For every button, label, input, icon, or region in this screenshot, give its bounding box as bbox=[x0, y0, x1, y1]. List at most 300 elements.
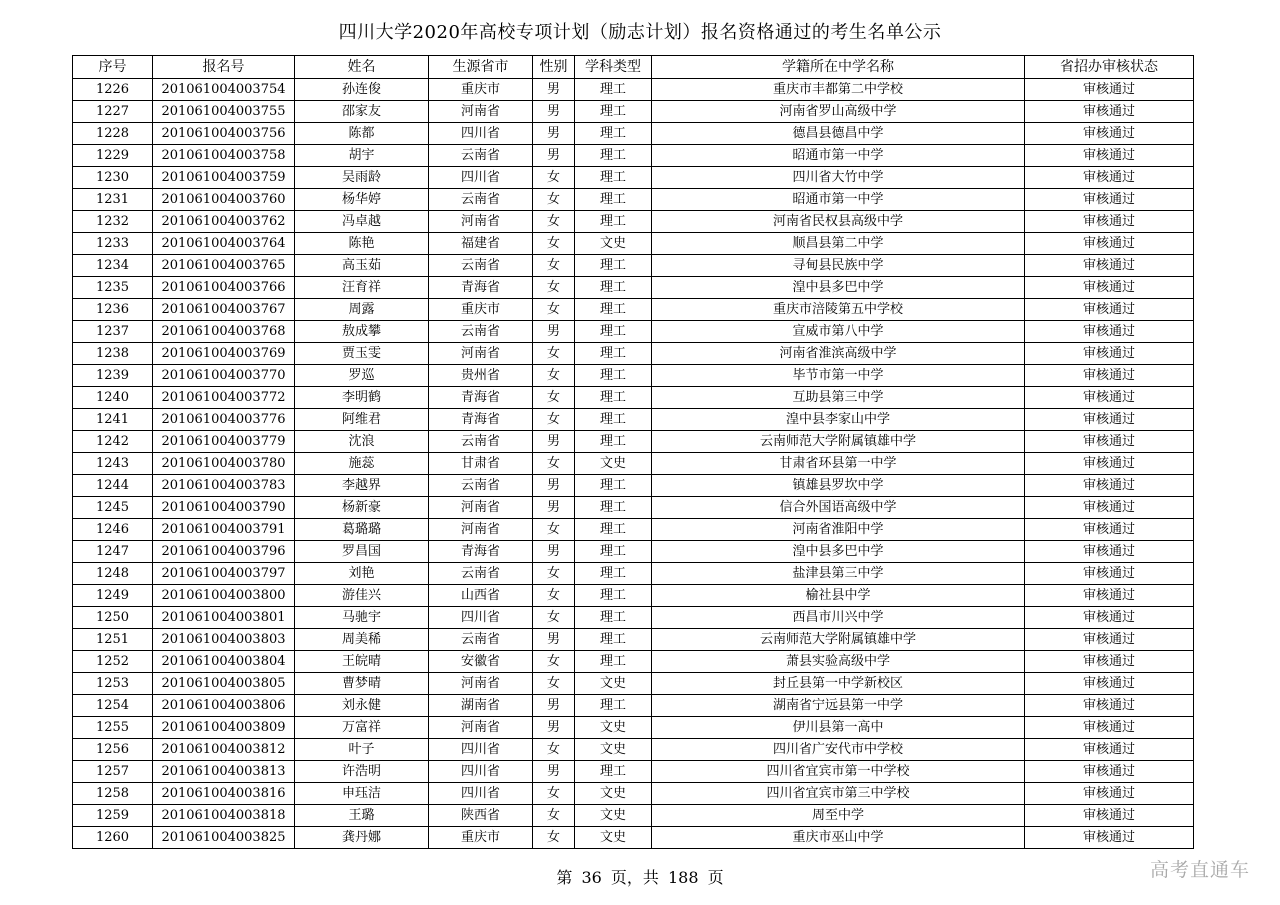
cell-col-school: 河南省民权县高级中学 bbox=[652, 211, 1025, 233]
cell-col-gender: 女 bbox=[533, 585, 575, 607]
cell-col-index: 1258 bbox=[73, 783, 153, 805]
cell-col-gender: 女 bbox=[533, 255, 575, 277]
cell-col-reg-no: 201061004003754 bbox=[153, 79, 295, 101]
table-row bbox=[73, 497, 1194, 519]
cell-col-school: 四川省广安代市中学校 bbox=[652, 739, 1025, 761]
cell-col-subject: 理工 bbox=[575, 651, 652, 673]
cell-col-reg-no: 201061004003755 bbox=[153, 101, 295, 123]
cell-col-gender: 女 bbox=[533, 563, 575, 585]
table-row bbox=[73, 761, 1194, 783]
cell-col-subject: 理工 bbox=[575, 343, 652, 365]
cell-col-gender: 男 bbox=[533, 541, 575, 563]
cell-col-subject: 理工 bbox=[575, 585, 652, 607]
cell-col-subject: 理工 bbox=[575, 761, 652, 783]
cell-col-subject: 理工 bbox=[575, 695, 652, 717]
cell-col-gender: 男 bbox=[533, 761, 575, 783]
cell-col-gender: 男 bbox=[533, 717, 575, 739]
cell-col-name: 施蕊 bbox=[295, 453, 429, 475]
cell-col-name: 刘永健 bbox=[295, 695, 429, 717]
header-col-reg-no: 报名号 bbox=[153, 56, 295, 79]
cell-col-index: 1228 bbox=[73, 123, 153, 145]
cell-col-reg-no: 201061004003825 bbox=[153, 827, 295, 849]
cell-col-name: 王皖晴 bbox=[295, 651, 429, 673]
cell-col-status: 审核通过 bbox=[1025, 695, 1194, 717]
cell-col-gender: 女 bbox=[533, 167, 575, 189]
cell-col-name: 罗巡 bbox=[295, 365, 429, 387]
cell-col-province: 云南省 bbox=[429, 145, 533, 167]
cell-col-reg-no: 201061004003805 bbox=[153, 673, 295, 695]
table-row bbox=[73, 673, 1194, 695]
cell-col-name: 马驰宇 bbox=[295, 607, 429, 629]
cell-col-name: 曹梦晴 bbox=[295, 673, 429, 695]
cell-col-index: 1248 bbox=[73, 563, 153, 585]
cell-col-province: 甘肃省 bbox=[429, 453, 533, 475]
cell-col-reg-no: 201061004003806 bbox=[153, 695, 295, 717]
cell-col-subject: 理工 bbox=[575, 497, 652, 519]
header-col-index: 序号 bbox=[73, 56, 153, 79]
cell-col-province: 河南省 bbox=[429, 343, 533, 365]
cell-col-province: 河南省 bbox=[429, 673, 533, 695]
document-title: 四川大学2020年高校专项计划（励志计划）报名资格通过的考生名单公示 bbox=[338, 22, 942, 43]
cell-col-status: 审核通过 bbox=[1025, 409, 1194, 431]
cell-col-index: 1250 bbox=[73, 607, 153, 629]
cell-col-name: 孙连俊 bbox=[295, 79, 429, 101]
cell-col-status: 审核通过 bbox=[1025, 739, 1194, 761]
cell-col-subject: 理工 bbox=[575, 607, 652, 629]
cell-col-subject: 文史 bbox=[575, 739, 652, 761]
cell-col-status: 审核通过 bbox=[1025, 651, 1194, 673]
table-row bbox=[73, 805, 1194, 827]
cell-col-subject: 理工 bbox=[575, 409, 652, 431]
cell-col-subject: 理工 bbox=[575, 299, 652, 321]
cell-col-subject: 文史 bbox=[575, 673, 652, 695]
cell-col-school: 湖南省宁远县第一中学 bbox=[652, 695, 1025, 717]
cell-col-province: 云南省 bbox=[429, 255, 533, 277]
cell-col-province: 河南省 bbox=[429, 101, 533, 123]
cell-col-reg-no: 201061004003762 bbox=[153, 211, 295, 233]
cell-col-province: 安徽省 bbox=[429, 651, 533, 673]
table-row bbox=[73, 299, 1194, 321]
cell-col-name: 刘艳 bbox=[295, 563, 429, 585]
cell-col-status: 审核通过 bbox=[1025, 79, 1194, 101]
cell-col-name: 邵家友 bbox=[295, 101, 429, 123]
cell-col-status: 审核通过 bbox=[1025, 387, 1194, 409]
cell-col-reg-no: 201061004003809 bbox=[153, 717, 295, 739]
cell-col-gender: 男 bbox=[533, 475, 575, 497]
cell-col-subject: 理工 bbox=[575, 101, 652, 123]
cell-col-name: 胡宇 bbox=[295, 145, 429, 167]
cell-col-reg-no: 201061004003813 bbox=[153, 761, 295, 783]
cell-col-gender: 男 bbox=[533, 695, 575, 717]
cell-col-index: 1255 bbox=[73, 717, 153, 739]
cell-col-school: 河南省淮阳中学 bbox=[652, 519, 1025, 541]
cell-col-index: 1238 bbox=[73, 343, 153, 365]
cell-col-name: 阿维君 bbox=[295, 409, 429, 431]
cell-col-status: 审核通过 bbox=[1025, 629, 1194, 651]
table-row bbox=[73, 365, 1194, 387]
table-row bbox=[73, 409, 1194, 431]
cell-col-status: 审核通过 bbox=[1025, 299, 1194, 321]
cell-col-school: 云南师范大学附属镇雄中学 bbox=[652, 629, 1025, 651]
cell-col-province: 四川省 bbox=[429, 739, 533, 761]
cell-col-index: 1233 bbox=[73, 233, 153, 255]
cell-col-subject: 理工 bbox=[575, 475, 652, 497]
cell-col-province: 重庆市 bbox=[429, 299, 533, 321]
cell-col-index: 1232 bbox=[73, 211, 153, 233]
cell-col-gender: 女 bbox=[533, 827, 575, 849]
cell-col-status: 审核通过 bbox=[1025, 123, 1194, 145]
cell-col-school: 宣威市第八中学 bbox=[652, 321, 1025, 343]
cell-col-gender: 女 bbox=[533, 211, 575, 233]
cell-col-school: 昭通市第一中学 bbox=[652, 189, 1025, 211]
cell-col-gender: 女 bbox=[533, 453, 575, 475]
cell-col-status: 审核通过 bbox=[1025, 431, 1194, 453]
cell-col-gender: 女 bbox=[533, 365, 575, 387]
cell-col-province: 云南省 bbox=[429, 321, 533, 343]
cell-col-subject: 理工 bbox=[575, 277, 652, 299]
cell-col-province: 重庆市 bbox=[429, 79, 533, 101]
cell-col-reg-no: 201061004003797 bbox=[153, 563, 295, 585]
table-row bbox=[73, 783, 1194, 805]
cell-col-school: 榆社县中学 bbox=[652, 585, 1025, 607]
cell-col-status: 审核通过 bbox=[1025, 475, 1194, 497]
cell-col-gender: 男 bbox=[533, 497, 575, 519]
cell-col-name: 汪育祥 bbox=[295, 277, 429, 299]
cell-col-gender: 女 bbox=[533, 387, 575, 409]
cell-col-index: 1230 bbox=[73, 167, 153, 189]
cell-col-name: 周露 bbox=[295, 299, 429, 321]
cell-col-gender: 男 bbox=[533, 145, 575, 167]
table-row bbox=[73, 321, 1194, 343]
header-col-gender: 性别 bbox=[533, 56, 575, 79]
cell-col-province: 福建省 bbox=[429, 233, 533, 255]
cell-col-gender: 男 bbox=[533, 123, 575, 145]
cell-col-name: 申珏洁 bbox=[295, 783, 429, 805]
cell-col-gender: 女 bbox=[533, 673, 575, 695]
header-col-name: 姓名 bbox=[295, 56, 429, 79]
cell-col-school: 周至中学 bbox=[652, 805, 1025, 827]
cell-col-gender: 女 bbox=[533, 299, 575, 321]
cell-col-index: 1226 bbox=[73, 79, 153, 101]
cell-col-name: 周美稀 bbox=[295, 629, 429, 651]
cell-col-reg-no: 201061004003790 bbox=[153, 497, 295, 519]
cell-col-province: 四川省 bbox=[429, 761, 533, 783]
cell-col-index: 1229 bbox=[73, 145, 153, 167]
cell-col-index: 1227 bbox=[73, 101, 153, 123]
cell-col-province: 河南省 bbox=[429, 519, 533, 541]
cell-col-index: 1243 bbox=[73, 453, 153, 475]
cell-col-status: 审核通过 bbox=[1025, 365, 1194, 387]
cell-col-school: 甘肃省环县第一中学 bbox=[652, 453, 1025, 475]
cell-col-reg-no: 201061004003772 bbox=[153, 387, 295, 409]
cell-col-subject: 理工 bbox=[575, 145, 652, 167]
cell-col-reg-no: 201061004003804 bbox=[153, 651, 295, 673]
cell-col-status: 审核通过 bbox=[1025, 717, 1194, 739]
cell-col-reg-no: 201061004003791 bbox=[153, 519, 295, 541]
cell-col-subject: 理工 bbox=[575, 189, 652, 211]
cell-col-reg-no: 201061004003812 bbox=[153, 739, 295, 761]
cell-col-name: 陈艳 bbox=[295, 233, 429, 255]
cell-col-gender: 女 bbox=[533, 783, 575, 805]
cell-col-subject: 理工 bbox=[575, 321, 652, 343]
cell-col-gender: 女 bbox=[533, 805, 575, 827]
table-row bbox=[73, 431, 1194, 453]
cell-col-gender: 女 bbox=[533, 409, 575, 431]
cell-col-index: 1253 bbox=[73, 673, 153, 695]
cell-col-province: 云南省 bbox=[429, 189, 533, 211]
table-row bbox=[73, 607, 1194, 629]
cell-col-gender: 女 bbox=[533, 607, 575, 629]
cell-col-subject: 理工 bbox=[575, 255, 652, 277]
cell-col-gender: 男 bbox=[533, 629, 575, 651]
cell-col-index: 1240 bbox=[73, 387, 153, 409]
cell-col-status: 审核通过 bbox=[1025, 277, 1194, 299]
cell-col-name: 沈浪 bbox=[295, 431, 429, 453]
cell-col-province: 山西省 bbox=[429, 585, 533, 607]
table-row bbox=[73, 145, 1194, 167]
cell-col-province: 青海省 bbox=[429, 277, 533, 299]
cell-col-reg-no: 201061004003765 bbox=[153, 255, 295, 277]
cell-col-status: 审核通过 bbox=[1025, 211, 1194, 233]
cell-col-school: 毕节市第一中学 bbox=[652, 365, 1025, 387]
cell-col-status: 审核通过 bbox=[1025, 563, 1194, 585]
header-col-school: 学籍所在中学名称 bbox=[652, 56, 1025, 79]
cell-col-subject: 理工 bbox=[575, 541, 652, 563]
table-header-row bbox=[73, 56, 1194, 79]
cell-col-index: 1237 bbox=[73, 321, 153, 343]
cell-col-school: 河南省淮滨高级中学 bbox=[652, 343, 1025, 365]
cell-col-reg-no: 201061004003783 bbox=[153, 475, 295, 497]
cell-col-name: 叶子 bbox=[295, 739, 429, 761]
cell-col-reg-no: 201061004003803 bbox=[153, 629, 295, 651]
cell-col-school: 伊川县第一高中 bbox=[652, 717, 1025, 739]
cell-col-reg-no: 201061004003776 bbox=[153, 409, 295, 431]
cell-col-school: 云南师范大学附属镇雄中学 bbox=[652, 431, 1025, 453]
cell-col-gender: 女 bbox=[533, 739, 575, 761]
cell-col-name: 杨华婷 bbox=[295, 189, 429, 211]
cell-col-status: 审核通过 bbox=[1025, 607, 1194, 629]
cell-col-subject: 理工 bbox=[575, 79, 652, 101]
cell-col-status: 审核通过 bbox=[1025, 783, 1194, 805]
table-row bbox=[73, 585, 1194, 607]
header-col-subject: 学科类型 bbox=[575, 56, 652, 79]
cell-col-subject: 文史 bbox=[575, 783, 652, 805]
cell-col-index: 1247 bbox=[73, 541, 153, 563]
cell-col-status: 审核通过 bbox=[1025, 497, 1194, 519]
cell-col-index: 1242 bbox=[73, 431, 153, 453]
cell-col-reg-no: 201061004003768 bbox=[153, 321, 295, 343]
cell-col-status: 审核通过 bbox=[1025, 541, 1194, 563]
cell-col-school: 重庆市丰都第二中学校 bbox=[652, 79, 1025, 101]
table-row bbox=[73, 739, 1194, 761]
table-row bbox=[73, 79, 1194, 101]
cell-col-index: 1254 bbox=[73, 695, 153, 717]
table-row bbox=[73, 541, 1194, 563]
cell-col-province: 陕西省 bbox=[429, 805, 533, 827]
header-col-province: 生源省市 bbox=[429, 56, 533, 79]
cell-col-reg-no: 201061004003758 bbox=[153, 145, 295, 167]
cell-col-index: 1256 bbox=[73, 739, 153, 761]
table-body bbox=[73, 79, 1194, 849]
cell-col-province: 云南省 bbox=[429, 629, 533, 651]
header-col-status: 省招办审核状态 bbox=[1025, 56, 1194, 79]
cell-col-school: 昭通市第一中学 bbox=[652, 145, 1025, 167]
cell-col-province: 贵州省 bbox=[429, 365, 533, 387]
cell-col-index: 1245 bbox=[73, 497, 153, 519]
cell-col-name: 杨新豪 bbox=[295, 497, 429, 519]
cell-col-reg-no: 201061004003796 bbox=[153, 541, 295, 563]
cell-col-subject: 理工 bbox=[575, 211, 652, 233]
cell-col-subject: 文史 bbox=[575, 233, 652, 255]
cell-col-name: 万富祥 bbox=[295, 717, 429, 739]
cell-col-gender: 男 bbox=[533, 101, 575, 123]
cell-col-province: 河南省 bbox=[429, 497, 533, 519]
cell-col-reg-no: 201061004003818 bbox=[153, 805, 295, 827]
watermark: 高考直通车 bbox=[1149, 859, 1250, 881]
table-row bbox=[73, 717, 1194, 739]
cell-col-status: 审核通过 bbox=[1025, 145, 1194, 167]
cell-col-name: 王璐 bbox=[295, 805, 429, 827]
cell-col-province: 四川省 bbox=[429, 783, 533, 805]
cell-col-index: 1246 bbox=[73, 519, 153, 541]
table-row bbox=[73, 101, 1194, 123]
cell-col-index: 1259 bbox=[73, 805, 153, 827]
cell-col-school: 顺昌县第二中学 bbox=[652, 233, 1025, 255]
cell-col-reg-no: 201061004003767 bbox=[153, 299, 295, 321]
cell-col-province: 云南省 bbox=[429, 431, 533, 453]
cell-col-gender: 女 bbox=[533, 519, 575, 541]
cell-col-name: 冯卓越 bbox=[295, 211, 429, 233]
cell-col-status: 审核通过 bbox=[1025, 233, 1194, 255]
cell-col-index: 1252 bbox=[73, 651, 153, 673]
cell-col-status: 审核通过 bbox=[1025, 453, 1194, 475]
cell-col-name: 许浩明 bbox=[295, 761, 429, 783]
cell-col-index: 1257 bbox=[73, 761, 153, 783]
cell-col-name: 罗昌国 bbox=[295, 541, 429, 563]
cell-col-reg-no: 201061004003764 bbox=[153, 233, 295, 255]
cell-col-province: 河南省 bbox=[429, 717, 533, 739]
table-row bbox=[73, 211, 1194, 233]
cell-col-subject: 理工 bbox=[575, 167, 652, 189]
cell-col-gender: 女 bbox=[533, 189, 575, 211]
cell-col-gender: 男 bbox=[533, 79, 575, 101]
table-row bbox=[73, 475, 1194, 497]
cell-col-subject: 文史 bbox=[575, 805, 652, 827]
cell-col-school: 镇雄县罗坎中学 bbox=[652, 475, 1025, 497]
cell-col-school: 西昌市川兴中学 bbox=[652, 607, 1025, 629]
cell-col-province: 青海省 bbox=[429, 409, 533, 431]
table-row bbox=[73, 233, 1194, 255]
cell-col-gender: 女 bbox=[533, 651, 575, 673]
cell-col-gender: 男 bbox=[533, 321, 575, 343]
cell-col-index: 1239 bbox=[73, 365, 153, 387]
cell-col-index: 1236 bbox=[73, 299, 153, 321]
cell-col-status: 审核通过 bbox=[1025, 255, 1194, 277]
cell-col-province: 湖南省 bbox=[429, 695, 533, 717]
table-row bbox=[73, 651, 1194, 673]
cell-col-index: 1235 bbox=[73, 277, 153, 299]
cell-col-reg-no: 201061004003801 bbox=[153, 607, 295, 629]
cell-col-province: 河南省 bbox=[429, 211, 533, 233]
cell-col-province: 重庆市 bbox=[429, 827, 533, 849]
cell-col-name: 游佳兴 bbox=[295, 585, 429, 607]
cell-col-school: 四川省宜宾市第三中学校 bbox=[652, 783, 1025, 805]
cell-col-index: 1260 bbox=[73, 827, 153, 849]
cell-col-school: 萧县实验高级中学 bbox=[652, 651, 1025, 673]
cell-col-status: 审核通过 bbox=[1025, 585, 1194, 607]
cell-col-status: 审核通过 bbox=[1025, 321, 1194, 343]
cell-col-school: 德昌县德昌中学 bbox=[652, 123, 1025, 145]
table-row bbox=[73, 563, 1194, 585]
cell-col-reg-no: 201061004003769 bbox=[153, 343, 295, 365]
cell-col-name: 陈都 bbox=[295, 123, 429, 145]
cell-col-name: 李越界 bbox=[295, 475, 429, 497]
cell-col-reg-no: 201061004003770 bbox=[153, 365, 295, 387]
table-row bbox=[73, 189, 1194, 211]
table-row bbox=[73, 695, 1194, 717]
cell-col-reg-no: 201061004003779 bbox=[153, 431, 295, 453]
cell-col-status: 审核通过 bbox=[1025, 189, 1194, 211]
cell-col-province: 四川省 bbox=[429, 607, 533, 629]
cell-col-name: 敖成攀 bbox=[295, 321, 429, 343]
cell-col-reg-no: 201061004003760 bbox=[153, 189, 295, 211]
cell-col-school: 寻甸县民族中学 bbox=[652, 255, 1025, 277]
cell-col-index: 1251 bbox=[73, 629, 153, 651]
cell-col-subject: 理工 bbox=[575, 365, 652, 387]
cell-col-name: 葛璐璐 bbox=[295, 519, 429, 541]
table-row bbox=[73, 343, 1194, 365]
cell-col-index: 1249 bbox=[73, 585, 153, 607]
table-row bbox=[73, 629, 1194, 651]
cell-col-subject: 理工 bbox=[575, 563, 652, 585]
cell-col-province: 青海省 bbox=[429, 541, 533, 563]
cell-col-reg-no: 201061004003766 bbox=[153, 277, 295, 299]
cell-col-school: 重庆市涪陵第五中学校 bbox=[652, 299, 1025, 321]
cell-col-status: 审核通过 bbox=[1025, 827, 1194, 849]
cell-col-province: 云南省 bbox=[429, 475, 533, 497]
cell-col-status: 审核通过 bbox=[1025, 167, 1194, 189]
cell-col-reg-no: 201061004003800 bbox=[153, 585, 295, 607]
table-row bbox=[73, 453, 1194, 475]
cell-col-index: 1231 bbox=[73, 189, 153, 211]
cell-col-name: 李明鹤 bbox=[295, 387, 429, 409]
cell-col-reg-no: 201061004003759 bbox=[153, 167, 295, 189]
cell-col-province: 青海省 bbox=[429, 387, 533, 409]
cell-col-name: 吴雨龄 bbox=[295, 167, 429, 189]
cell-col-gender: 女 bbox=[533, 343, 575, 365]
cell-col-status: 审核通过 bbox=[1025, 805, 1194, 827]
table-row bbox=[73, 519, 1194, 541]
cell-col-status: 审核通过 bbox=[1025, 519, 1194, 541]
page-footer: 第 36 页，共 188 页 bbox=[556, 868, 724, 887]
cell-col-subject: 理工 bbox=[575, 519, 652, 541]
cell-col-subject: 文史 bbox=[575, 717, 652, 739]
candidate-table bbox=[72, 55, 1194, 849]
cell-col-province: 四川省 bbox=[429, 123, 533, 145]
cell-col-status: 审核通过 bbox=[1025, 673, 1194, 695]
cell-col-index: 1241 bbox=[73, 409, 153, 431]
cell-col-school: 湟中县李家山中学 bbox=[652, 409, 1025, 431]
cell-col-subject: 理工 bbox=[575, 431, 652, 453]
cell-col-province: 四川省 bbox=[429, 167, 533, 189]
cell-col-subject: 文史 bbox=[575, 827, 652, 849]
cell-col-status: 审核通过 bbox=[1025, 761, 1194, 783]
cell-col-school: 湟中县多巴中学 bbox=[652, 277, 1025, 299]
cell-col-school: 互助县第三中学 bbox=[652, 387, 1025, 409]
cell-col-school: 重庆市巫山中学 bbox=[652, 827, 1025, 849]
table-row bbox=[73, 255, 1194, 277]
cell-col-subject: 理工 bbox=[575, 123, 652, 145]
